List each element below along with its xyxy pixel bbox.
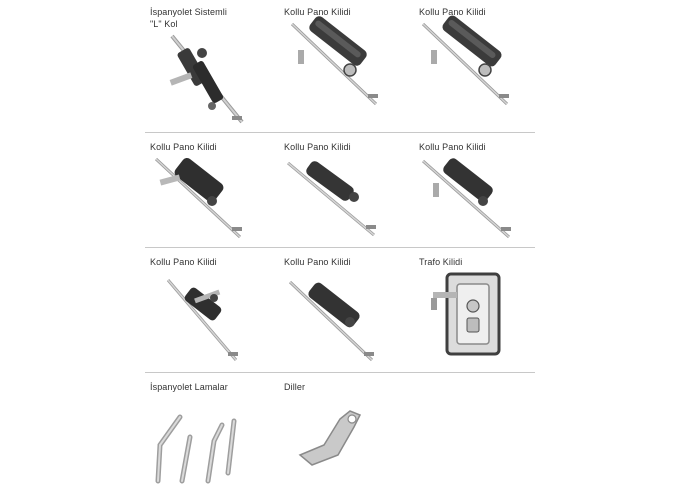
swing-handle-lock-image[interactable] — [150, 141, 285, 241]
swing-handle-lock-image[interactable] — [419, 141, 554, 241]
espagnolette-l-handle-image[interactable] — [150, 6, 285, 131]
product-title[interactable]: Kollu Pano Kilidi — [419, 7, 486, 17]
product-card[interactable] — [150, 6, 285, 131]
product-title[interactable]: İspanyolet Lamalar — [150, 382, 228, 392]
swing-handle-lock-image[interactable] — [419, 6, 554, 131]
swing-handle-lock-image[interactable] — [150, 256, 285, 366]
swing-handle-lock-image[interactable] — [284, 141, 419, 241]
product-title[interactable]: İspanyolet Sistemli "L" Kol — [150, 7, 227, 29]
swing-handle-lock-image[interactable] — [284, 256, 419, 366]
row-divider — [145, 132, 535, 133]
product-title[interactable]: Diller — [284, 382, 306, 392]
product-card[interactable] — [150, 141, 285, 241]
product-card[interactable] — [419, 6, 554, 131]
product-title[interactable]: Kollu Pano Kilidi — [284, 142, 351, 152]
product-title[interactable]: Kollu Pano Kilidi — [150, 257, 217, 267]
product-title[interactable]: Kollu Pano Kilidi — [284, 257, 351, 267]
row-divider — [145, 247, 535, 248]
product-card[interactable] — [284, 141, 419, 241]
product-card[interactable] — [150, 381, 285, 485]
row-divider — [145, 372, 535, 373]
product-card[interactable] — [419, 141, 554, 241]
espagnolette-rods-image[interactable] — [150, 381, 285, 485]
product-card[interactable] — [284, 256, 419, 366]
product-title[interactable]: Trafo Kilidi — [419, 257, 463, 267]
product-card[interactable] — [284, 381, 419, 485]
product-title[interactable]: Kollu Pano Kilidi — [419, 142, 486, 152]
cam-tongue-image[interactable] — [284, 381, 419, 485]
transformer-lock-image[interactable] — [419, 256, 554, 366]
product-title[interactable]: Kollu Pano Kilidi — [284, 7, 351, 17]
product-card[interactable] — [284, 6, 419, 131]
product-title[interactable]: Kollu Pano Kilidi — [150, 142, 217, 152]
swing-handle-lock-image[interactable] — [284, 6, 419, 131]
product-card[interactable] — [150, 256, 285, 366]
product-card[interactable] — [419, 256, 554, 366]
